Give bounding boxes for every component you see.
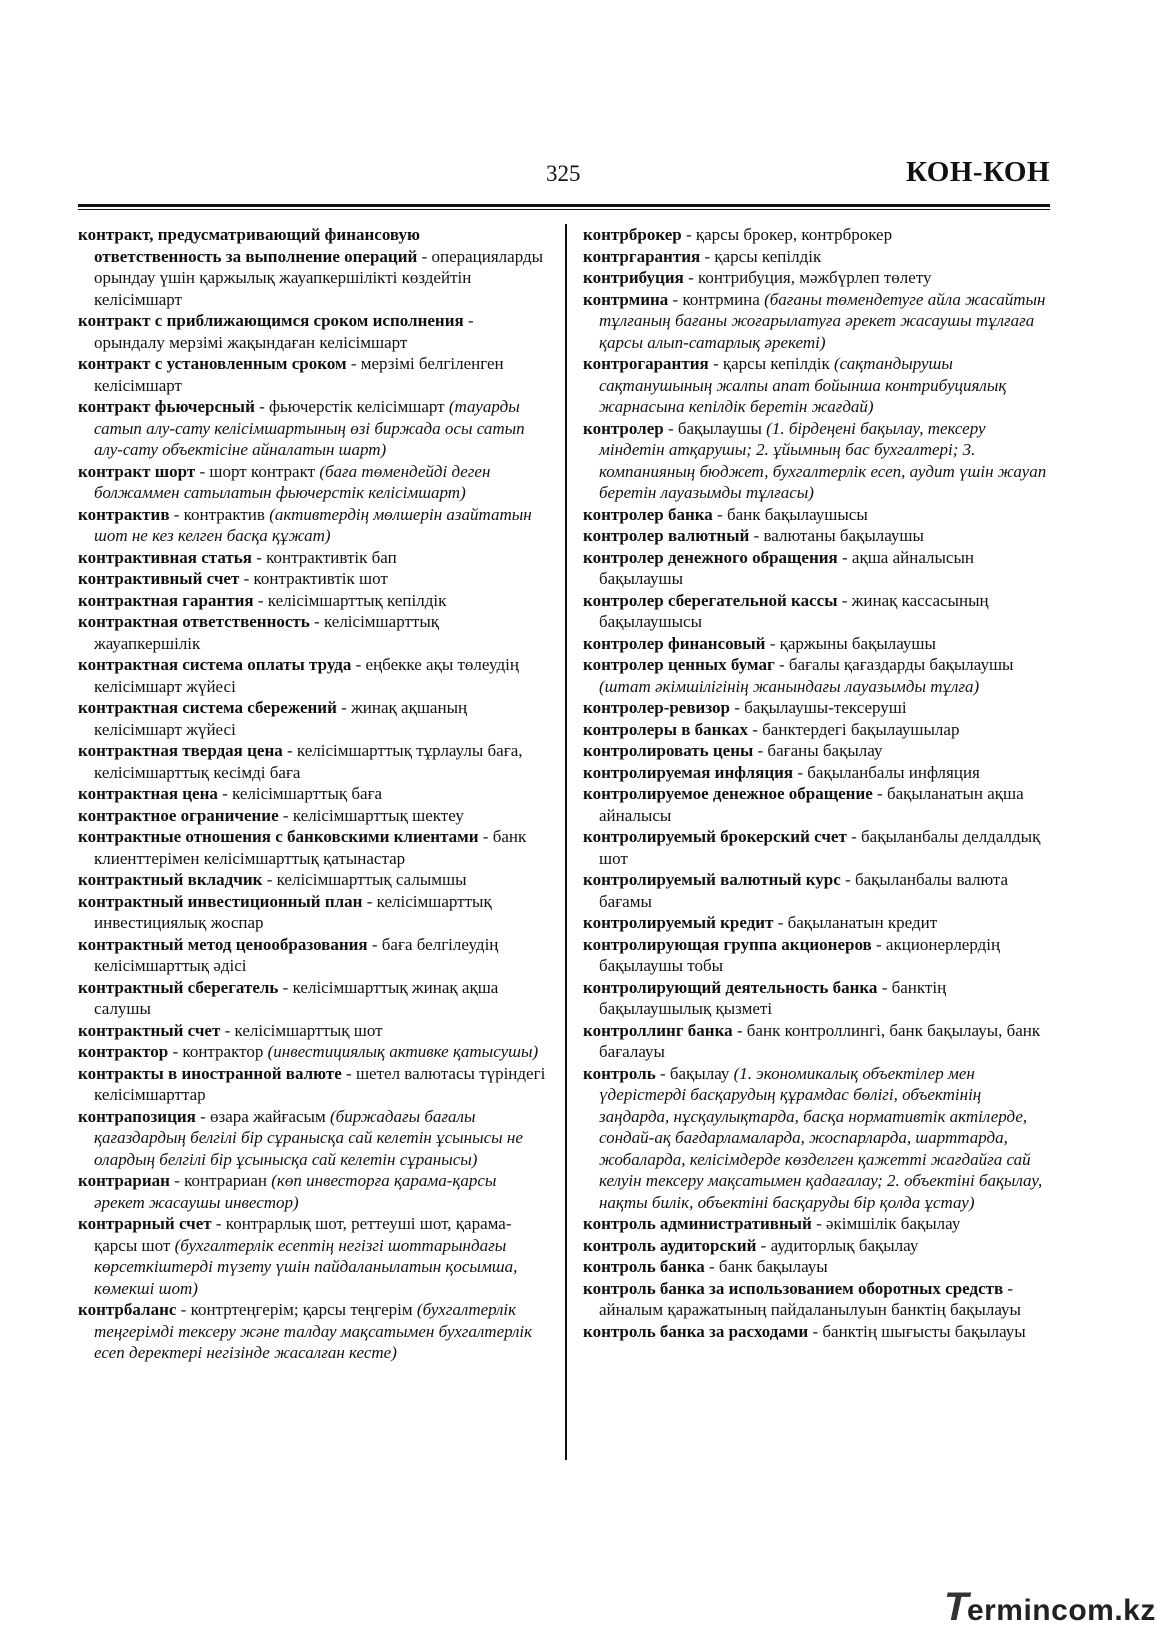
entry-definition: - контрактивтік бап bbox=[251, 547, 397, 567]
dictionary-entry bbox=[583, 912, 1053, 934]
dictionary-entry bbox=[583, 246, 1053, 268]
dictionary-entry bbox=[583, 977, 1053, 1020]
entry-term: контрактный инвестиционный план bbox=[78, 891, 363, 911]
entry-definition: - контрариан bbox=[169, 1171, 272, 1190]
right-column bbox=[583, 224, 1053, 1342]
entry-term: контрактивная статья bbox=[78, 547, 252, 567]
dictionary-entry bbox=[583, 504, 1053, 526]
entry-definition: - банк клиенттерімен келісімшарттық қатынастар bbox=[94, 827, 527, 868]
entry-definition: - контрарлық шот, реттеуші шот, қарама-қарсы шот bbox=[94, 1214, 512, 1255]
entry-term: контролируемое денежное обращение bbox=[583, 784, 873, 803]
entry-definition: - банк бақылауы bbox=[704, 1257, 828, 1276]
entry-term: контролирующая группа акционеров bbox=[583, 934, 872, 954]
entry-definition: - қарсы брокер, контрброкер bbox=[681, 225, 893, 244]
dictionary-entry bbox=[583, 525, 1053, 547]
entry-term: контрактный метод ценообразования bbox=[78, 934, 368, 954]
entry-definition: - айналым қаражатының пайдаланылуын банктің бақылауы bbox=[599, 1278, 1021, 1319]
entry-term: контролируемый брокерский счет bbox=[583, 827, 847, 846]
entry-note: (1. бірдеңені бақылау, тексеру міндетін атқарушы; 2. ұйымның бас бухгалтері; 3. компанияның бюджет, бухгалтерлік есеп, аудит үшін жауап беретін лауазымды тұлғасы) bbox=[599, 418, 1047, 502]
entry-term: контрактный счет bbox=[78, 1020, 221, 1040]
entry-definition: - бағалы қағаздарды бақылаушы bbox=[774, 655, 1014, 674]
dictionary-entry bbox=[583, 267, 1053, 289]
entry-definition: - операцияларды орындау үшін қаржылық жауапкершілікті көздейтін келісімшарт bbox=[94, 246, 544, 309]
termincom-logo bbox=[939, 1585, 1156, 1630]
entry-note: (бағаны төмендетуге айла жасайтын тұлғаның бағаны жоғарылатуға әрекет жасаушы тұлғаға қарсы алып-сатарлық әрекеті) bbox=[599, 289, 1046, 352]
dictionary-entry bbox=[78, 396, 548, 461]
dictionary-entry bbox=[78, 504, 548, 547]
column-divider bbox=[565, 224, 567, 1460]
entry-definition: - келісімшарттық тұрлаулы баға, келісімшарттық кесімді баға bbox=[94, 741, 523, 782]
dictionary-entry bbox=[583, 783, 1053, 826]
entry-term: контрариан bbox=[78, 1171, 170, 1190]
dictionary-entry bbox=[78, 590, 548, 612]
entry-term: контрибуция bbox=[583, 268, 684, 287]
dictionary-entry bbox=[583, 224, 1053, 246]
entry-term: контрактная ответственность bbox=[78, 612, 310, 631]
dictionary-entry bbox=[78, 1063, 548, 1106]
entry-term: контрактор bbox=[78, 1042, 169, 1061]
entry-term: контроль банка bbox=[583, 1257, 705, 1276]
entry-definition: - қарсы кепілдік bbox=[700, 246, 822, 266]
dictionary-entry bbox=[583, 869, 1053, 912]
entry-note: (көп инвесторға қарама-қарсы әрекет жасаушы инвестор) bbox=[94, 1171, 497, 1212]
dictionary-entry bbox=[78, 1041, 548, 1063]
entry-note: (тауарды сатып алу-сату келісімшартының өзі биржада осы сатып алу-сату объектісіне айналатын шарт) bbox=[94, 397, 525, 459]
entry-term: контракт шорт bbox=[78, 461, 196, 481]
entry-definition: - келісімшарттық шектеу bbox=[278, 805, 464, 825]
entry-definition: - банктің бақылаушылық қызметі bbox=[599, 977, 947, 1018]
entry-definition: - бағаны бақылау bbox=[753, 741, 883, 760]
entry-definition: - баға белгілеудің келісімшарттық әдісі bbox=[94, 934, 499, 975]
entry-term: контроль bbox=[583, 1063, 656, 1083]
entry-term: контроль банка за использованием оборотных средств bbox=[583, 1278, 1004, 1298]
entry-term: контролер bbox=[583, 418, 664, 438]
dictionary-entry bbox=[78, 568, 548, 590]
entry-definition: - контрактор bbox=[168, 1042, 268, 1061]
entry-term: контрактная цена bbox=[78, 784, 218, 803]
entry-term: контрогарантия bbox=[583, 354, 709, 373]
entry-definition: - банк контроллингі, банк бақылауы, банк бағалауы bbox=[599, 1020, 1041, 1061]
dictionary-entry bbox=[583, 418, 1053, 504]
dictionary-entry bbox=[78, 224, 548, 310]
entry-definition: - контрмина bbox=[668, 289, 765, 309]
dictionary-entry bbox=[78, 740, 548, 783]
entry-definition: - келісімшарттық салымшы bbox=[262, 870, 467, 889]
dictionary-entry bbox=[583, 1213, 1053, 1235]
logo-text: ermincom.kz bbox=[966, 1594, 1156, 1627]
entry-definition: - жинақ кассасының бақылаушысы bbox=[599, 590, 989, 631]
dictionary-entry bbox=[78, 547, 548, 569]
dictionary-entry bbox=[583, 1278, 1053, 1321]
dictionary-entry bbox=[583, 1256, 1053, 1278]
entry-term: контролируемый кредит bbox=[583, 913, 774, 932]
dictionary-entry bbox=[78, 805, 548, 827]
entry-note: (баға төмендейді деген болжаммен сатылатын фьючерстік келісімшарт) bbox=[94, 461, 491, 502]
dictionary-entry bbox=[78, 1020, 548, 1042]
entry-definition: - жинақ ақшаның келісімшарт жүйесі bbox=[94, 698, 468, 739]
entry-term: контрактный сберегатель bbox=[78, 977, 279, 997]
entry-definition: - келісімшарттық инвестициялық жоспар bbox=[94, 891, 492, 932]
dictionary-entry bbox=[583, 633, 1053, 655]
logo-initial: T bbox=[939, 1585, 974, 1629]
dictionary-entry bbox=[583, 697, 1053, 719]
dictionary-entry bbox=[78, 891, 548, 934]
entry-definition: - бақылаушы bbox=[663, 418, 767, 438]
entry-term: контроль аудиторский bbox=[583, 1235, 757, 1255]
entry-term: контрмина bbox=[583, 289, 669, 309]
entry-term: контролер ценных бумаг bbox=[583, 655, 775, 674]
entry-term: контрактная система сбережений bbox=[78, 698, 337, 717]
entry-note: (бухгалтерлік теңгерімді тексеру және талдау мақсатымен бухгалтерлік есеп деректері негізінде жасалған кесте) bbox=[94, 1300, 533, 1362]
entry-term: контракт с приближающимся сроком исполнения bbox=[78, 311, 464, 330]
dictionary-entry bbox=[583, 934, 1053, 977]
dictionary-entry bbox=[78, 654, 548, 697]
dictionary-entry bbox=[78, 869, 548, 891]
entry-definition: - контрактивтік шот bbox=[239, 569, 388, 588]
entry-note: (сақтандырушы сақтанушының жалпы апат бойынша контрибуциялық жарнасына кепілдік беретін жағдай) bbox=[599, 354, 1007, 416]
entry-definition: - валютаны бақылаушы bbox=[749, 526, 924, 545]
entry-definition: - қаржыны бақылаушы bbox=[765, 633, 936, 653]
header-rule-thin bbox=[78, 209, 1050, 210]
dictionary-entry bbox=[583, 1020, 1053, 1063]
dictionary-entry bbox=[583, 740, 1053, 762]
entry-term: контроль административный bbox=[583, 1214, 812, 1233]
dictionary-entry bbox=[78, 1170, 548, 1213]
page-number: 325 bbox=[546, 161, 581, 186]
entry-definition: - орындалу мерзімі жақындаған келісімшарт bbox=[94, 311, 474, 352]
dictionary-entry bbox=[583, 1321, 1053, 1343]
entry-term: контролер банка bbox=[583, 504, 713, 524]
dictionary-entry bbox=[583, 1063, 1053, 1214]
entry-term: контролер денежного обращения bbox=[583, 547, 838, 567]
entry-definition: - келісімшарттық жауапкершілік bbox=[94, 612, 440, 653]
dictionary-entry bbox=[78, 783, 548, 805]
entry-term: контролер валютный bbox=[583, 526, 750, 545]
entry-definition: - контрактив bbox=[169, 504, 270, 524]
dictionary-entry bbox=[583, 353, 1053, 418]
entry-term: контракт с установленным сроком bbox=[78, 354, 347, 373]
dictionary-entry bbox=[78, 934, 548, 977]
entry-term: контролируемый валютный курс bbox=[583, 870, 841, 889]
entry-definition: - банктердегі бақылаушылар bbox=[747, 719, 960, 739]
entry-term: контрброкер bbox=[583, 225, 682, 244]
entry-definition: - аудиторлық бақылау bbox=[756, 1235, 919, 1255]
left-column bbox=[78, 224, 548, 1364]
entry-definition: - қарсы кепілдік bbox=[708, 354, 834, 373]
entry-term: контролирующий деятельность банка bbox=[583, 977, 878, 997]
entry-definition: - келісімшарттық баға bbox=[217, 784, 383, 803]
entry-definition: - банктің шығысты бақылауы bbox=[808, 1321, 1026, 1341]
dictionary-entry bbox=[78, 611, 548, 654]
entry-note: (1. экономикалық объектілер мен үдерістерді басқарудың құрамдас бөлігі, объектінің заңдарда, нұсқаулықтарда, басқа нормативтік актілерде, сондай-ақ бағдарламаларда, жоспарларда, шарттарда, жобаларда, келісімдерде көзделген қажетті жағдайға сай келуін тексеру мақсатымен қадағалау; 2. объектіні бақылау, нақты билік, объектіні басқаруды бір қолда ұстау) bbox=[599, 1063, 1043, 1212]
entry-definition: - банк бақылаушысы bbox=[712, 504, 868, 524]
entry-definition: - ақша айналысын бақылаушы bbox=[599, 547, 974, 588]
entry-definition: - бақыланбалы валюта бағамы bbox=[599, 870, 1009, 911]
entry-definition: - фьючерстік келісімшарт bbox=[254, 397, 449, 416]
entry-definition: - мерзімі белгіленген келісімшарт bbox=[94, 354, 504, 395]
entry-definition: - бақыланатын ақша айналысы bbox=[599, 784, 1024, 825]
entry-definition: - шетел валютасы түріндегі келісімшарттар bbox=[94, 1063, 546, 1104]
entry-term: контролер сберегательной кассы bbox=[583, 590, 838, 610]
entry-definition: - контртеңгерім; қарсы теңгерім bbox=[176, 1300, 417, 1319]
entry-term: контракты в иностранной валюте bbox=[78, 1063, 342, 1083]
entry-term: контролеры в банках bbox=[583, 719, 748, 739]
entry-definition: - бақылаушы-тексеруші bbox=[730, 698, 907, 717]
entry-term: контрактное ограничение bbox=[78, 805, 279, 825]
dictionary-entry bbox=[78, 1213, 548, 1299]
entry-definition: - контрибуция, мәжбүрлеп төлету bbox=[683, 268, 932, 287]
entry-definition: - келісімшарттық кепілдік bbox=[253, 590, 447, 610]
entry-definition: - шорт контракт bbox=[195, 461, 320, 481]
entry-term: контрактив bbox=[78, 504, 170, 524]
entry-term: контрактные отношения с банковскими клиентами bbox=[78, 827, 479, 846]
entry-note: (активтердің мөлшерін азайтатын шот не кез келген басқа құжат) bbox=[94, 504, 532, 545]
entry-definition: - еңбекке ақы төлеудің келісімшарт жүйесі bbox=[94, 655, 519, 696]
dictionary-entry bbox=[583, 590, 1053, 633]
dictionary-entry bbox=[78, 310, 548, 353]
dictionary-entry bbox=[583, 719, 1053, 741]
dictionary-entry bbox=[78, 977, 548, 1020]
entry-term: контрактная гарантия bbox=[78, 590, 254, 610]
entry-term: контрактная твердая цена bbox=[78, 741, 283, 760]
dictionary-entry bbox=[78, 461, 548, 504]
entry-term: контргарантия bbox=[583, 246, 701, 266]
dictionary-entry bbox=[583, 547, 1053, 590]
dictionary-entry bbox=[78, 1299, 548, 1364]
entry-term: контрбаланс bbox=[78, 1300, 177, 1319]
dictionary-entry bbox=[583, 826, 1053, 869]
entry-term: контрарный счет bbox=[78, 1214, 212, 1233]
entry-term: контроль банка за расходами bbox=[583, 1321, 809, 1341]
entry-term: контролер финансовый bbox=[583, 633, 766, 653]
header-rule bbox=[78, 204, 1050, 207]
entry-definition: - келісімшарттық жинақ ақша салушы bbox=[94, 977, 499, 1018]
entry-definition: - бақыланбалы инфляция bbox=[793, 762, 980, 782]
dictionary-entry bbox=[583, 1235, 1053, 1257]
entry-term: контролировать цены bbox=[583, 741, 754, 760]
dictionary-entry bbox=[78, 697, 548, 740]
entry-term: контрактный вкладчик bbox=[78, 870, 263, 889]
entry-definition: - бақылау bbox=[655, 1063, 734, 1083]
entry-note: (штат әкімшілігінің жанындағы лауазымды тұлға) bbox=[599, 676, 980, 696]
dictionary-entry bbox=[583, 762, 1053, 784]
dictionary-entry bbox=[78, 1106, 548, 1171]
entry-definition: - бақыланатын кредит bbox=[773, 913, 938, 932]
entry-term: контракт фьючерсный bbox=[78, 397, 255, 416]
entry-definition: - әкімшілік бақылау bbox=[811, 1214, 961, 1233]
entry-term: контрактная система оплаты труда bbox=[78, 655, 352, 674]
dictionary-entry bbox=[583, 654, 1053, 697]
entry-note: (бухгалтерлік есептің негізгі шоттарындағы көрсеткіштерді түзету үшін пайдаланылатын қосымша, көмекші шот) bbox=[94, 1235, 518, 1298]
entry-note: (инвестициялық активке қатысушы) bbox=[267, 1042, 539, 1061]
entry-term: контрактивный счет bbox=[78, 569, 240, 588]
entry-term: контролер-ревизор bbox=[583, 698, 731, 717]
entry-term: контроллинг банка bbox=[583, 1020, 733, 1040]
entry-term: контрапозиция bbox=[78, 1106, 196, 1126]
entry-definition: - бақыланбалы делдалдық шот bbox=[599, 827, 1041, 868]
entry-term: контракт, предусматривающий финансовую ответственность за выполнение операций bbox=[78, 225, 420, 266]
entry-definition: - акционерлердің бақылаушы тобы bbox=[599, 934, 1001, 975]
dictionary-entry bbox=[583, 289, 1053, 354]
entry-note: (биржадағы бағалы қағаздардың белгілі бір сұранысқа сай келетін ұсынысы не олардың белгілі бір ұсынысқа сай келетін сұранысы) bbox=[94, 1106, 523, 1169]
dictionary-entry bbox=[78, 826, 548, 869]
entry-definition: - өзара жайғасым bbox=[195, 1106, 330, 1126]
entry-term: контролируемая инфляция bbox=[583, 762, 794, 782]
running-head: КОН-КОН bbox=[906, 156, 1050, 188]
entry-definition: - келісімшарттық шот bbox=[220, 1020, 383, 1040]
dictionary-entry bbox=[78, 353, 548, 396]
